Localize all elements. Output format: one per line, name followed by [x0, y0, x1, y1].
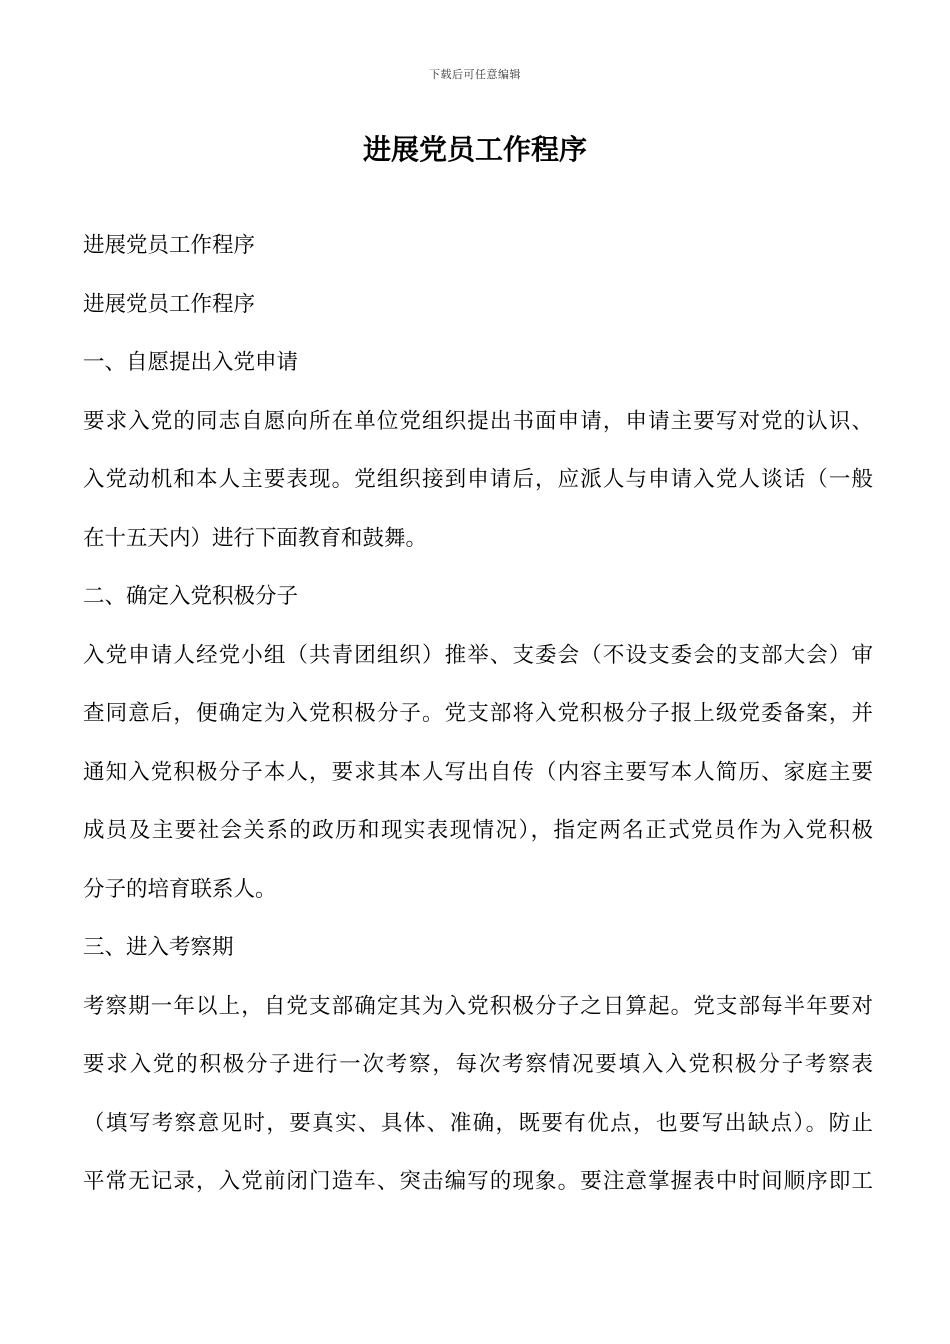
- body-line: 成员及主要社会关系的政历和现实表现情况），指定两名正式党员作为入党积极: [83, 818, 873, 843]
- document-title: 进展党员工作程序: [362, 133, 587, 166]
- body-line: （填写考察意见时，要真实、具体、准确，既要有优点，也要写出缺点）。防止: [83, 1110, 873, 1136]
- body-line: 入党动机和本人主要表现。党组织接到申请后，应派人与申请入党人谈话（一般: [83, 467, 873, 492]
- body-line: 要求入党的积极分子进行一次考察，每次考察情况要填入入党积极分子考察表: [83, 1052, 873, 1077]
- body-line: 进展党员工作程序: [83, 233, 256, 258]
- body-line: 一、自愿提出入党申请: [83, 350, 299, 375]
- body-line: 分子的培育联系人。: [83, 876, 277, 902]
- body-line: 入党申请人经党小组（共青团组织）推举、支委会（不设支委会的支部大会）审: [83, 642, 873, 668]
- body-line: 要求入党的同志自愿向所在单位党组织提出书面申请，申请主要写对党的认识、: [83, 408, 873, 434]
- body-line: 进展党员工作程序: [83, 291, 256, 317]
- document-body: [83, 217, 873, 1212]
- body-line: 平常无记录，入党前闭门造车、突击编写的现象。要注意掌握表中时间顺序即工: [83, 1169, 873, 1194]
- body-line: 二、确定入党积极分子: [83, 584, 299, 609]
- body-line: 在十五天内）进行下面教育和鼓舞。: [83, 525, 428, 551]
- body-line: 通知入党积极分子本人，要求其本人写出自传（内容主要写本人简历、家庭主要: [83, 759, 873, 785]
- header-note: 下载后可任意编辑: [429, 68, 521, 81]
- body-line: 考察期一年以上，自党支部确定其为入党积极分子之日算起。党支部每半年要对: [83, 993, 873, 1019]
- body-line: 三、进入考察期: [83, 935, 234, 960]
- body-line: 查同意后，便确定为入党积极分子。党支部将入党积极分子报上级党委备案，并: [83, 701, 873, 726]
